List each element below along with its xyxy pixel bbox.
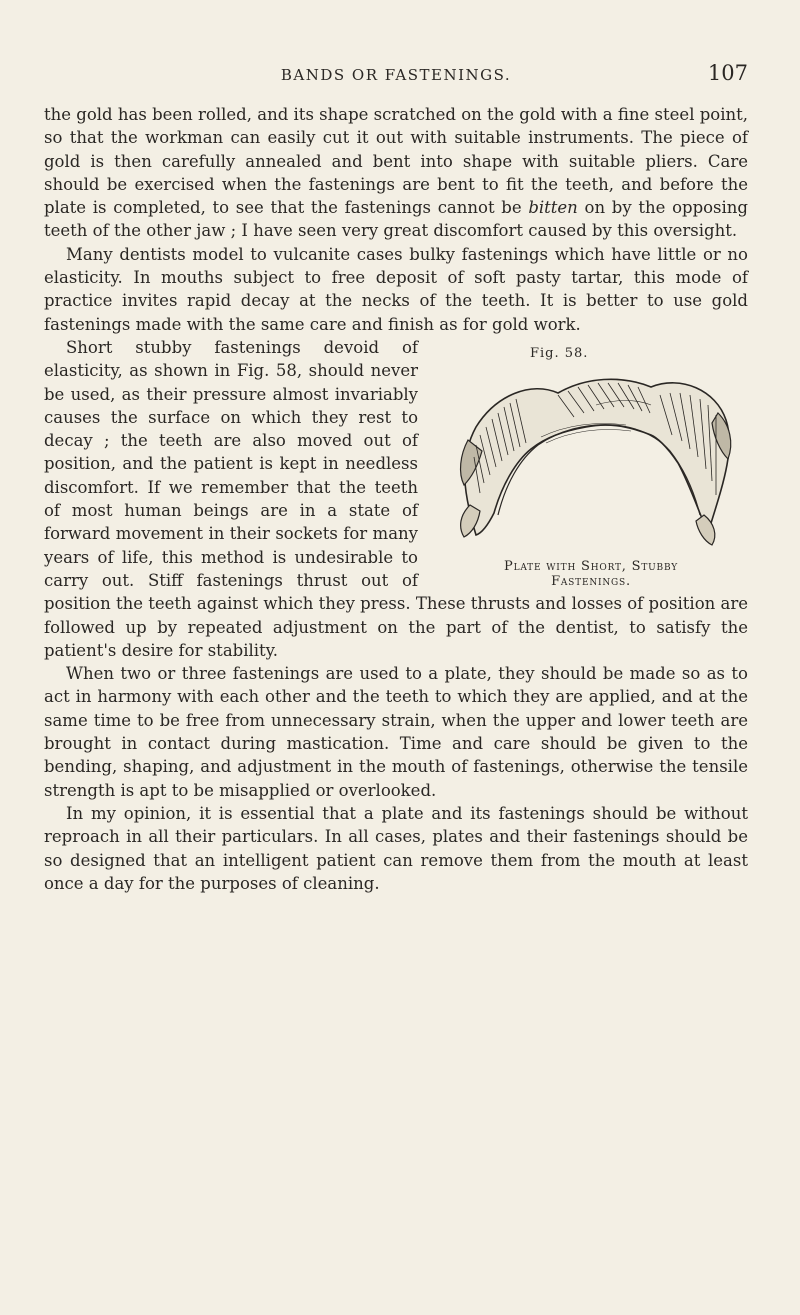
paragraph-1	[44, 103, 748, 243]
paragraph-1-emphasis: bitten	[528, 198, 578, 218]
paragraph-1-part-a: the gold has been rolled, and its shape scratched on the gold with a fine steel point, so that the workman can easily cut it out with suitable instruments. The piece of gold is then carefully annealed and bent into shape with suitable pliers. Care should be exercised when the fastenings are bent to fit the teeth, and before the plate is completed, to see that the fastenings cannot be	[44, 105, 748, 218]
paragraph-4	[44, 662, 748, 802]
running-head: BANDS OR FASTENINGS.	[280, 66, 512, 84]
paragraph-4-text: When two or three fastenings are used to a plate, they should be made so as to act in harmony with each other and the teeth to which they are applied, and at the same time to be free from unnecessary strain, when the upper and lower teeth are brought in contact during mastication. Time and care should be given to the bending, shaping, and adjustment in the mouth of fastenings, otherwise the tensile strength is apt to be misapplied or overlooked.	[44, 664, 748, 800]
figure-caption-line-1: Plate with Short, Stubby	[504, 559, 678, 575]
paragraph-3-text: Short stubby fastenings devoid of elasticity, as shown in Fig. 58, should never be used, as their pressure almost invariably causes the surface on which they rest to decay ; the teeth are also moved out of position, and the patient is kept in needless discomfort. If we remember that the teeth of most human beings are in a state of forward movement in their sockets for many years of life, this method is undesirable to carry out. Stiff fastenings thrust out of position the teeth against which they press. These thrusts and losses of position are followed up by repeated adjustment on the part of the dentist, to satisfy the patient's desire for stability.	[44, 337, 748, 660]
dental-plate-illustration	[446, 365, 736, 555]
paragraph-5-text: In my opinion, it is essential that a plate and its fastenings should be without reproach in all their particulars. In all cases, plates and their fastenings should be so designed that an intelligent patient can remove them from the mouth at least once a day for the purposes of cleaning.	[44, 803, 748, 893]
figure-caption-line-2: Fastenings.	[551, 574, 631, 590]
page-number: 107	[707, 61, 748, 85]
figure-label: Fig. 58.	[530, 345, 589, 361]
body-text	[44, 103, 748, 895]
paragraph-2-text: Many dentists model to vulcanite cases bulky fastenings which have little or no elasticity. In mouths subject to free deposit of soft pasty tartar, this mode of practice invites rapid decay at the necks of the teeth. It is better to use gold fastenings made with the same care and finish as for gold work.	[44, 244, 748, 334]
paragraph-1-part-b: on by the opposing teeth of the other jaw ; I have seen very great discomfort caused by this oversight.	[44, 198, 748, 241]
page-header	[44, 61, 748, 90]
paragraph-5	[44, 802, 748, 895]
figure-caption	[432, 559, 750, 589]
plate-outline	[465, 380, 730, 536]
paragraph-2	[44, 243, 748, 336]
figure-58	[432, 342, 750, 589]
